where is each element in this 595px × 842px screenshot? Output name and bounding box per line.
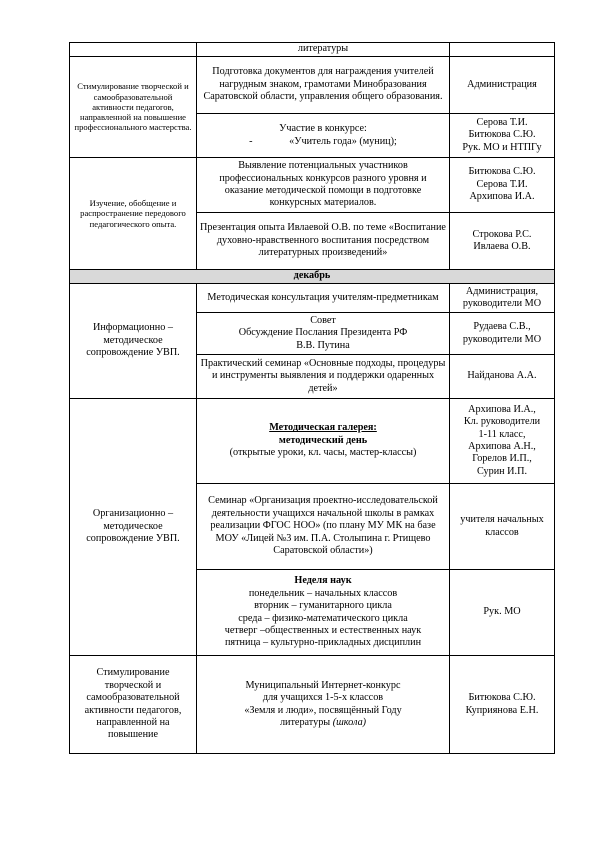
internet-line: Муниципальный Интернет-конкурс bbox=[245, 679, 401, 691]
responsible-cell: Администрация bbox=[450, 57, 555, 114]
table-row bbox=[70, 656, 555, 754]
council-line: В.В. Путина bbox=[296, 339, 350, 351]
responsible-cell: Рук. МО bbox=[450, 570, 555, 656]
person: Куприянова Е.Н. bbox=[465, 704, 539, 716]
responsible-cell bbox=[450, 399, 555, 484]
gallery-title: Методическая галерея: bbox=[269, 422, 377, 434]
responsible-cell bbox=[450, 114, 555, 158]
event-cell: Методическая консультация учителям-предметникам bbox=[197, 284, 450, 313]
event-cell: Выявление потенциальных участников профессиональных конкурсов разного уровня и оказание методической помощи в подготовке конкурсных материалов. bbox=[197, 158, 450, 213]
list-item: среда – физико-математического цикла bbox=[238, 612, 408, 624]
event-cell bbox=[197, 570, 450, 656]
contest-title: Участие в конкурсе: bbox=[279, 123, 367, 135]
responsible-cell: Рудаева С.В., руководители МО bbox=[450, 313, 555, 355]
list-item bbox=[199, 136, 447, 148]
person: 1-11 класс, bbox=[478, 428, 526, 440]
person: Строкова Р.С. bbox=[472, 228, 532, 240]
direction-cell bbox=[70, 43, 197, 57]
month-row bbox=[70, 270, 555, 284]
event-cell bbox=[197, 114, 450, 158]
person: Битюкова С.Ю. bbox=[468, 129, 536, 141]
event-cell bbox=[197, 399, 450, 484]
responsible-cell bbox=[450, 656, 555, 754]
internet-line: «Земля и люди», посвящённый Году bbox=[244, 704, 402, 716]
person: Серова Т.И. bbox=[476, 116, 528, 128]
list-item: вторник – гуманитарного цикла bbox=[254, 600, 392, 612]
internet-line-text: литературы bbox=[279, 716, 333, 728]
direction-cell: Организационно – методическое сопровождение УВП. bbox=[70, 399, 197, 656]
list-item: пятница – культурно-прикладных дисциплин bbox=[224, 637, 422, 649]
event-cell: Семинар «Организация проектно-исследовательской деятельности учащихся начальной школы в рамках реализации ФГОС НОО» (по плану МУ МК на базе МОУ «Лицей №3 им. П.А. Столыпина г. Ртищево Саратовской области») bbox=[197, 484, 450, 570]
table-row bbox=[70, 57, 555, 114]
responsible-cell bbox=[450, 158, 555, 213]
table-row bbox=[70, 284, 555, 313]
responsible-cell: учителя начальных классов bbox=[450, 484, 555, 570]
person: Рук. МО и НТПГу bbox=[462, 141, 542, 153]
list-dash: - bbox=[249, 135, 253, 147]
person: Сурин И.П. bbox=[477, 465, 527, 477]
gallery-note: (открытые уроки, кл. часы, мастер-классы) bbox=[229, 447, 417, 459]
person: Архипова И.А. bbox=[469, 191, 535, 203]
person: Архипова А.Н., bbox=[468, 441, 536, 452]
person: Серова Т.И. bbox=[476, 178, 528, 190]
list-item: четверг –общественных и естественных наук bbox=[224, 624, 422, 636]
event-cell: Презентация опыта Ивлаевой О.В. по теме «Воспитание духовно-нравственного воспитания посредством литературных произведений» bbox=[197, 213, 450, 270]
list-text: «Учитель года» (муниц); bbox=[289, 135, 397, 147]
internet-line bbox=[199, 717, 447, 729]
internet-line-italic: (школа) bbox=[332, 716, 367, 728]
event-cell bbox=[197, 656, 450, 754]
person: Битюкова С.Ю. bbox=[468, 692, 536, 704]
table-row bbox=[70, 158, 555, 213]
person: Архипова И.А., bbox=[468, 403, 536, 415]
table-row bbox=[70, 399, 555, 484]
council-line: Обсуждение Послания Президента РФ bbox=[238, 327, 408, 339]
event-cell: литературы bbox=[197, 43, 450, 57]
direction-cell: Стимулирование творческой и самообразовательной активности педагогов, направленной на повышение bbox=[70, 656, 197, 754]
table-row bbox=[70, 43, 555, 57]
plan-table bbox=[69, 42, 555, 754]
person: Горелов И.П., bbox=[472, 453, 532, 465]
responsible-cell bbox=[450, 43, 555, 57]
list-item: понедельник – начальных классов bbox=[248, 587, 398, 599]
responsible-cell bbox=[450, 213, 555, 270]
week-title: Неделя наук bbox=[294, 575, 352, 587]
event-cell: Практический семинар «Основные подходы, процедуры и инструменты выявления и поддержки одаренных детей» bbox=[197, 355, 450, 399]
gallery-subtitle: методический день bbox=[278, 434, 368, 446]
direction-cell: Стимулирование творческой и самообразовательной активности педагогов, направленной на повышение профессионального мастерства. bbox=[70, 57, 197, 158]
direction-cell: Изучение, обобщение и распространение передового педагогического опыта. bbox=[70, 158, 197, 270]
person: Ивлаева О.В. bbox=[473, 241, 531, 252]
responsible-cell: Найданова А.А. bbox=[450, 355, 555, 399]
month-header: декабрь bbox=[70, 270, 555, 284]
council-line: Совет bbox=[310, 314, 336, 326]
internet-line: для учащихся 1-5-х классов bbox=[262, 692, 384, 704]
person: Битюкова С.Ю. bbox=[468, 166, 536, 178]
person: Кл. руководители bbox=[463, 416, 541, 428]
direction-cell: Информационно – методическое сопровождение УВП. bbox=[70, 284, 197, 399]
event-cell: Подготовка документов для награждения учителей нагрудным знаком, грамотами Минобразования Саратовской области, управления общего образования. bbox=[197, 57, 450, 114]
responsible-cell: Администрация, руководители МО bbox=[450, 284, 555, 313]
event-cell bbox=[197, 313, 450, 355]
